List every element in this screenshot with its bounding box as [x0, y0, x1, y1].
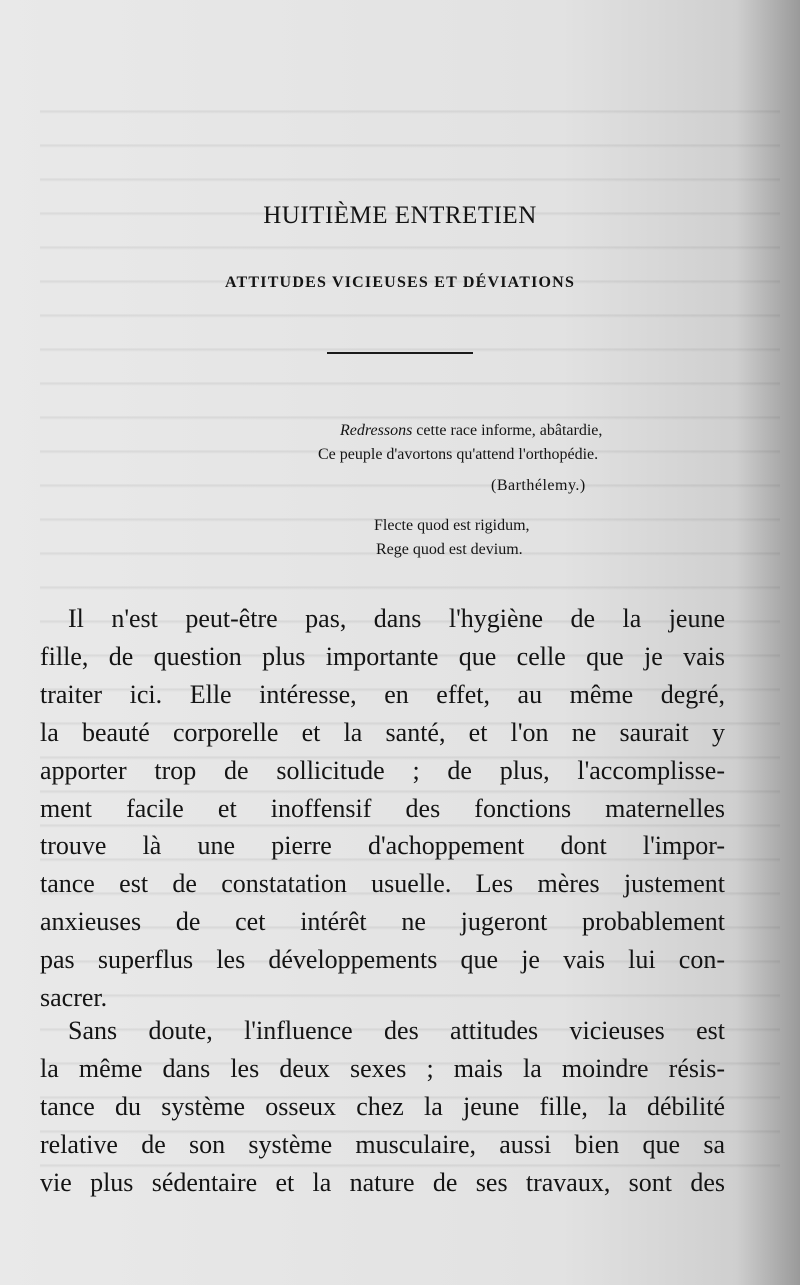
text-line: tance est de constatation usuelle. Les mères justement [40, 869, 725, 899]
paragraph-2 [40, 1012, 725, 1202]
epigraph-author: (Barthélemy.) [491, 477, 586, 494]
text-line: traiter ici. Elle intéresse, en effet, au même degré, [40, 679, 725, 709]
text-line: ment facile et inoffensif des fonctions maternelles [40, 793, 725, 823]
text-line: pas superflus les développements que je vais lui con- [40, 945, 725, 975]
latin-epigraph-line-1: Flecte quod est rigidum, [374, 517, 530, 534]
chapter-title: HUITIÈME ENTRETIEN [263, 202, 537, 229]
text-line: vie plus sédentaire et la nature de ses travaux, sont des [40, 1167, 725, 1197]
text-line: tance du système osseux chez la jeune fille, la débilité [40, 1091, 725, 1121]
text-line: la beauté corporelle et la santé, et l'on ne saurait y [40, 717, 725, 747]
text-line: relative de son système musculaire, aussi bien que sa [40, 1129, 725, 1159]
latin-epigraph-line-2: Rege quod est devium. [376, 541, 523, 558]
text-line: Sans doute, l'influence des attitudes vicieuses est [68, 1016, 725, 1045]
chapter-subtitle: ATTITUDES VICIEUSES ET DÉVIATIONS [224, 274, 576, 291]
paragraph-1 [40, 600, 725, 1017]
epigraph-line-2: Ce peuple d'avortons qu'attend l'orthopédie. [318, 446, 599, 463]
text-line: trouve là une pierre d'achoppement dont l'impor- [40, 831, 725, 861]
epigraph-line-1-rest: cette race informe, abâtardie, [412, 422, 603, 439]
text-line: Il n'est peut-être pas, dans l'hygiène de la jeune [68, 604, 725, 633]
text-line: apporter trop de sollicitude ; de plus, l'accomplisse- [40, 755, 725, 785]
text-line: la même dans les deux sexes ; mais la moindre résis- [40, 1053, 725, 1083]
text-line: anxieuses de cet intérêt ne jugeront probablement [40, 907, 725, 937]
epigraph-emphasis: Redressons [340, 422, 413, 439]
text-line: fille, de question plus importante que celle que je vais [40, 641, 725, 671]
epigraph-line-1 [340, 419, 602, 443]
section-rule [327, 352, 473, 354]
text-line: sacrer. [40, 983, 108, 1013]
